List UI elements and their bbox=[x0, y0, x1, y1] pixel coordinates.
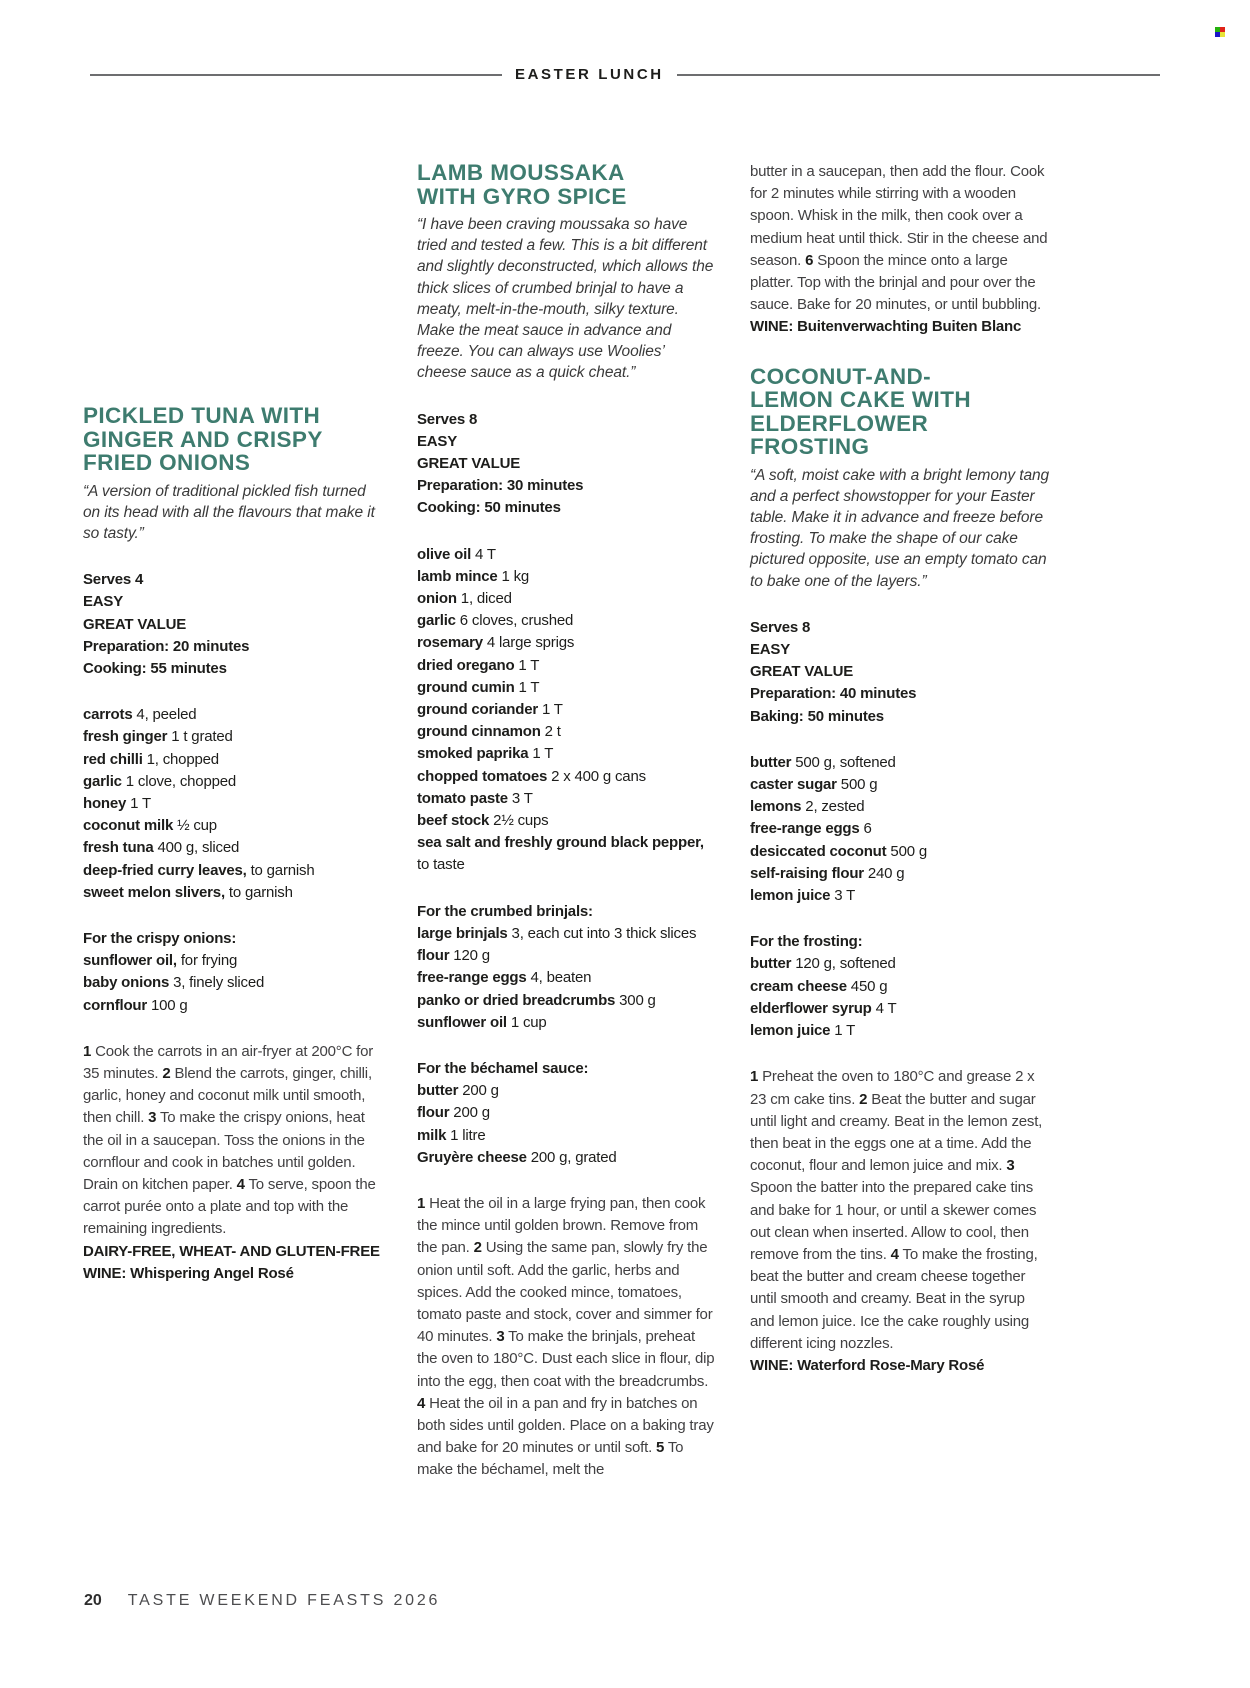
method-step-number: 6 bbox=[805, 251, 814, 269]
method-step-number: 3 bbox=[496, 1328, 505, 1346]
method-step-number: 3 bbox=[148, 1109, 157, 1127]
ingredient-name: red chilli bbox=[83, 750, 143, 768]
method-step-number: 4 bbox=[236, 1175, 245, 1193]
recipe-intro: “I have been craving moussaka so have tried and tested a few. This is a bit different and slightly deconstructed, which allows the thick slices of crumbed brinjal to have a meaty, melt-in-the-mouth, silky texture. Make the meat sauce in advance and freeze. You can always use Woolies’ cheese sauce as a quick cheat.” bbox=[417, 216, 714, 382]
recipe-title-line: GINGER AND CRISPY bbox=[83, 426, 323, 452]
ingredient-group bbox=[417, 544, 717, 877]
ingredient-name: desiccated coconut bbox=[750, 842, 887, 860]
recipe-title-line: ELDERFLOWER FROSTING bbox=[750, 410, 929, 460]
ingredient-name: lamb mince bbox=[417, 567, 498, 585]
recipe-meta-line: EASY bbox=[750, 641, 791, 659]
recipe-meta-line: Cooking: 50 minutes bbox=[417, 499, 561, 517]
ingredient-group-heading: For the crumbed brinjals: bbox=[417, 902, 593, 920]
diet-note: DAIRY-FREE, WHEAT- AND GLUTEN-FREE bbox=[83, 1242, 380, 1260]
ingredient: garlic 6 cloves, crushed bbox=[417, 612, 574, 630]
ingredient-name: caster sugar bbox=[750, 776, 837, 794]
ingredient-name: milk bbox=[417, 1126, 447, 1144]
ingredient: lemon juice 1 T bbox=[750, 1022, 856, 1040]
ingredient: milk 1 litre bbox=[417, 1126, 486, 1144]
ingredient-name: butter bbox=[750, 955, 792, 973]
method-step-number: 1 bbox=[750, 1068, 759, 1086]
ingredient: ground cinnamon 2 t bbox=[417, 723, 561, 741]
ingredient: desiccated coconut 500 g bbox=[750, 842, 927, 860]
column-middle bbox=[417, 161, 717, 1482]
ingredient: baby onions 3, finely sliced bbox=[83, 974, 265, 992]
ingredient: tomato paste 3 T bbox=[417, 789, 533, 807]
recipe-title-line: FRIED ONIONS bbox=[83, 450, 251, 475]
ingredient: flour 120 g bbox=[417, 947, 490, 965]
method-step-number: 1 bbox=[83, 1042, 92, 1060]
ingredient: honey 1 T bbox=[83, 794, 151, 812]
ingredient-group-heading: For the crispy onions: bbox=[83, 929, 237, 947]
page-footer bbox=[84, 1592, 440, 1610]
ingredient: sunflower oil, for frying bbox=[83, 952, 238, 970]
ingredient-name: lemon juice bbox=[750, 1022, 831, 1040]
ingredient: lemon juice 3 T bbox=[750, 887, 856, 905]
recipe-meta-line: EASY bbox=[83, 593, 124, 611]
recipe-meta-line: Preparation: 30 minutes bbox=[417, 477, 584, 495]
header-rule-right bbox=[677, 74, 1160, 76]
ingredient: free-range eggs 6 bbox=[750, 820, 872, 838]
ingredient-name: flour bbox=[417, 947, 450, 965]
ingredient-name: carrots bbox=[83, 706, 133, 724]
recipe-title-line: PICKLED TUNA WITH bbox=[83, 403, 321, 428]
ingredient-group bbox=[417, 901, 717, 1034]
method-step-number: 2 bbox=[859, 1090, 868, 1108]
ingredient-name: sea salt and freshly ground black pepper, bbox=[417, 834, 704, 852]
ingredient-group-heading: For the frosting: bbox=[750, 933, 863, 951]
recipe-method: 1 Cook the carrots in an air-fryer at 200°C for 35 minutes. 2 Blend the carrots, ginger, chilli, garlic, honey and coconut milk until smooth, then chill. 3 To make the crispy onions, heat the oil in a saucepan. Toss the onions in the cornflour and cook in batches until golden. Drain on kitchen paper. 4 To serve, spoon the carrot purée onto a plate and top with the remaining ingredients. bbox=[83, 1042, 376, 1238]
recipe-title-line: LAMB MOUSSAKA bbox=[417, 160, 625, 185]
ingredient: caster sugar 500 g bbox=[750, 776, 878, 794]
ingredient-group bbox=[83, 704, 383, 904]
ingredient-name: honey bbox=[83, 794, 127, 812]
ingredient-group bbox=[83, 928, 383, 1017]
ingredient-name: cream cheese bbox=[750, 977, 847, 995]
ingredient: smoked paprika 1 T bbox=[417, 745, 554, 763]
ingredient-name: rosemary bbox=[417, 634, 483, 652]
method-step-number: 3 bbox=[1006, 1157, 1015, 1175]
ingredient: butter 200 g bbox=[417, 1082, 499, 1100]
method-step-number: 2 bbox=[473, 1239, 482, 1257]
ingredient: garlic 1 clove, chopped bbox=[83, 772, 237, 790]
ingredient-name: olive oil bbox=[417, 545, 472, 563]
ingredient-name: sunflower oil, bbox=[83, 952, 177, 970]
ingredient: ground coriander 1 T bbox=[417, 701, 563, 719]
recipe-meta-line: GREAT VALUE bbox=[750, 663, 854, 681]
ingredient: panko or dried breadcrumbs 300 g bbox=[417, 991, 656, 1009]
ingredient-name: lemons bbox=[750, 798, 802, 816]
ingredient-name: dried oregano bbox=[417, 656, 515, 674]
ingredient: sea salt and freshly ground black pepper, to taste bbox=[417, 834, 704, 874]
recipe-meta-line: Serves 4 bbox=[83, 571, 144, 589]
ingredient: butter 500 g, softened bbox=[750, 753, 896, 771]
ingredient: deep-fried curry leaves, to garnish bbox=[83, 861, 315, 879]
method-step-number: 4 bbox=[417, 1394, 426, 1412]
ingredient-name: butter bbox=[417, 1082, 459, 1100]
ingredient-name: free-range eggs bbox=[750, 820, 860, 838]
recipe-title-line: COCONUT-AND- bbox=[750, 363, 932, 389]
ingredient: self-raising flour 240 g bbox=[750, 864, 905, 882]
column-right bbox=[750, 161, 1050, 1377]
recipe-title bbox=[83, 404, 383, 475]
ingredient-name: fresh ginger bbox=[83, 728, 168, 746]
ingredient-name: coconut milk bbox=[83, 817, 174, 835]
ingredient-name: chopped tomatoes bbox=[417, 767, 548, 785]
ingredient-name: sweet melon slivers, bbox=[83, 883, 225, 901]
recipe-meta bbox=[417, 409, 717, 520]
printers-mark-cell bbox=[1220, 32, 1225, 37]
ingredient-name: flour bbox=[417, 1104, 450, 1122]
ingredient: coconut milk ½ cup bbox=[83, 817, 217, 835]
recipe-meta-line: Preparation: 40 minutes bbox=[750, 685, 917, 703]
column-left bbox=[83, 404, 383, 1285]
ingredient: free-range eggs 4, beaten bbox=[417, 969, 592, 987]
ingredient-name: garlic bbox=[83, 772, 122, 790]
ingredient: large brinjals 3, each cut into 3 thick slices bbox=[417, 924, 697, 942]
ingredient-name: lemon juice bbox=[750, 887, 831, 905]
ingredient-name: onion bbox=[417, 590, 457, 608]
ingredient-group bbox=[750, 931, 1050, 1042]
recipe-meta-line: Preparation: 20 minutes bbox=[83, 637, 250, 655]
ingredient: olive oil 4 T bbox=[417, 545, 496, 563]
printers-registration-mark bbox=[1215, 27, 1225, 37]
ingredient: fresh ginger 1 t grated bbox=[83, 728, 233, 746]
ingredient-name: butter bbox=[750, 753, 792, 771]
ingredient-name: sunflower oil bbox=[417, 1013, 507, 1031]
ingredient: elderflower syrup 4 T bbox=[750, 999, 897, 1017]
ingredient-name: large brinjals bbox=[417, 924, 508, 942]
ingredient: carrots 4, peeled bbox=[83, 706, 197, 724]
recipe-intro: “A soft, moist cake with a bright lemony tang and a perfect showstopper for your Easter table. Make it in advance and freeze before frosting. To make the shape of our cake pictured opposite, use an empty tomato can to bake one of the layers.” bbox=[750, 466, 1050, 590]
section-header bbox=[90, 66, 1160, 83]
recipe-meta-line: EASY bbox=[417, 432, 458, 450]
wine-pairing: WINE: Waterford Rose-Mary Rosé bbox=[750, 1356, 985, 1374]
ingredient: dried oregano 1 T bbox=[417, 656, 540, 674]
ingredient-name: smoked paprika bbox=[417, 745, 529, 763]
recipe-meta-line: GREAT VALUE bbox=[83, 615, 187, 633]
recipe-meta-line: Baking: 50 minutes bbox=[750, 707, 884, 725]
ingredient-name: ground coriander bbox=[417, 701, 538, 719]
recipe-meta-line: Serves 8 bbox=[417, 410, 478, 428]
method-step-number: 5 bbox=[656, 1439, 665, 1457]
section-title: EASTER LUNCH bbox=[515, 66, 664, 83]
recipe-intro: “A version of traditional pickled fish turned on its head with all the flavours that make it so tasty.” bbox=[83, 482, 375, 542]
recipe-meta bbox=[750, 617, 1050, 728]
page-number: 20 bbox=[84, 1592, 102, 1609]
ingredient-name: ground cinnamon bbox=[417, 723, 541, 741]
ingredient: cream cheese 450 g bbox=[750, 977, 888, 995]
header-rule-left bbox=[90, 74, 502, 76]
ingredient-name: tomato paste bbox=[417, 789, 508, 807]
ingredient-group-heading: For the béchamel sauce: bbox=[417, 1059, 589, 1077]
ingredient-name: cornflour bbox=[83, 996, 148, 1014]
ingredient: chopped tomatoes 2 x 400 g cans bbox=[417, 767, 646, 785]
method-step-number: 2 bbox=[162, 1064, 171, 1082]
ingredient-name: elderflower syrup bbox=[750, 999, 872, 1017]
recipe-meta-line: Serves 8 bbox=[750, 618, 811, 636]
ingredient-name: panko or dried breadcrumbs bbox=[417, 991, 616, 1009]
ingredient: butter 120 g, softened bbox=[750, 955, 896, 973]
recipe-method: 1 Heat the oil in a large frying pan, then cook the mince until golden brown. Remove from the pan. 2 Using the same pan, slowly fry the onion until soft. Add the garlic, herbs and spices. Add the cooked mince, tomatoes, tomato paste and stock, cover and simmer for 40 minutes. 3 To make the brinjals, preheat the oven to 180°C. Dust each slice in flour, dip into the egg, then coat with the breadcrumbs. 4 Heat the oil in a pan and fry in batches on both sides until golden. Place on a baking tray and bake for 20 minutes or until soft. 5 To make the béchamel, melt the bbox=[417, 1194, 715, 1479]
ingredient-name: free-range eggs bbox=[417, 969, 527, 987]
ingredient-name: fresh tuna bbox=[83, 839, 154, 857]
ingredient-name: ground cumin bbox=[417, 678, 515, 696]
ingredient: beef stock 2½ cups bbox=[417, 812, 549, 830]
recipe-title-line: WITH GYRO SPICE bbox=[417, 183, 627, 209]
ingredient: cornflour 100 g bbox=[83, 996, 188, 1014]
ingredient: lamb mince 1 kg bbox=[417, 567, 530, 585]
recipe-title-line: LEMON CAKE WITH bbox=[750, 387, 971, 413]
ingredient-group bbox=[417, 1058, 717, 1169]
ingredient-name: deep-fried curry leaves, bbox=[83, 861, 247, 879]
recipe-meta bbox=[83, 569, 383, 680]
recipe-meta-line: Cooking: 55 minutes bbox=[83, 659, 227, 677]
ingredient: flour 200 g bbox=[417, 1104, 490, 1122]
recipe-title bbox=[750, 365, 1050, 459]
wine-pairing: WINE: Whispering Angel Rosé bbox=[83, 1264, 294, 1282]
method-step-number: 4 bbox=[890, 1245, 899, 1263]
ingredient-group bbox=[750, 752, 1050, 907]
ingredient: onion 1, diced bbox=[417, 590, 512, 608]
recipe-method: butter in a saucepan, then add the flour. Cook for 2 minutes while stirring with a wooden spoon. Whisk in the milk, then cook over a medium heat until thick. Stir in the cheese and season. 6 Spoon the mince onto a large platter. Top with the brinjal and pour over the sauce. Bake for 20 minutes, or until bubbling. bbox=[750, 163, 1048, 314]
wine-pairing: WINE: Buitenverwachting Buiten Blanc bbox=[750, 318, 1022, 336]
recipe-method: 1 Preheat the oven to 180°C and grease 2 x 23 cm cake tins. 2 Beat the butter and sugar until light and creamy. Beat in the lemon zest, then beat in the eggs one at a time. Add the coconut, flour and lemon juice and mix. 3 Spoon the batter into the prepared cake tins and bake for 1 hour, or until a skewer comes out clean when inserted. Allow to cool, then remove from the tins. 4 To make the frosting, beat the butter and cream cheese together until smooth and creamy. Beat in the syrup and lemon juice. Ice the cake roughly using different icing nozzles. bbox=[750, 1068, 1043, 1352]
ingredient-name: Gruyère cheese bbox=[417, 1148, 527, 1166]
ingredient: lemons 2, zested bbox=[750, 798, 865, 816]
recipe-meta-line: GREAT VALUE bbox=[417, 455, 521, 473]
ingredient: fresh tuna 400 g, sliced bbox=[83, 839, 240, 857]
ingredient-name: baby onions bbox=[83, 974, 170, 992]
ingredient-name: self-raising flour bbox=[750, 864, 864, 882]
ingredient: sunflower oil 1 cup bbox=[417, 1013, 547, 1031]
publication-title: TASTE WEEKEND FEASTS 2026 bbox=[127, 1592, 441, 1609]
method-step-number: 1 bbox=[417, 1194, 426, 1212]
ingredient-name: beef stock bbox=[417, 812, 490, 830]
ingredient: red chilli 1, chopped bbox=[83, 750, 219, 768]
ingredient-name: garlic bbox=[417, 612, 456, 630]
ingredient: rosemary 4 large sprigs bbox=[417, 634, 575, 652]
ingredient: Gruyère cheese 200 g, grated bbox=[417, 1148, 617, 1166]
ingredient: sweet melon slivers, to garnish bbox=[83, 883, 293, 901]
ingredient: ground cumin 1 T bbox=[417, 678, 540, 696]
recipe-title bbox=[417, 161, 717, 208]
